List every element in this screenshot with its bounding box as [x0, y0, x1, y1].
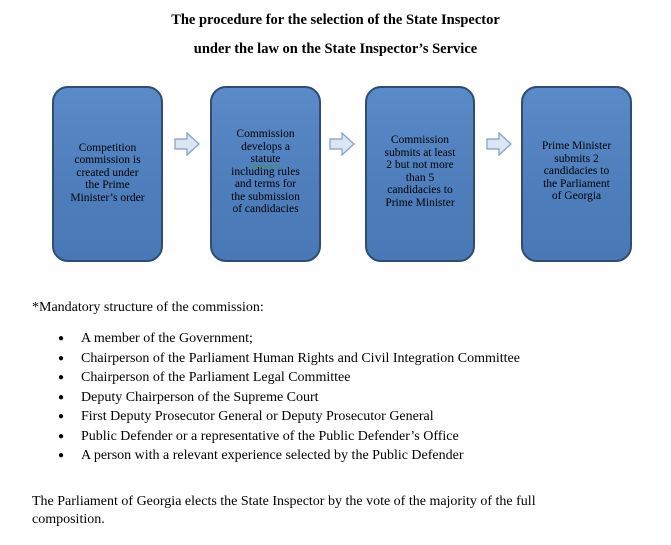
bullet-icon: ● [58, 372, 65, 383]
right-arrow-icon [329, 132, 355, 156]
step-4-box [521, 86, 632, 262]
step-4-line: of Georgia [551, 190, 602, 202]
step-2-line: and terms for [234, 178, 297, 190]
bullet-icon: ● [58, 391, 65, 403]
commission-structure-heading: *Mandatory structure of the commission: [32, 300, 264, 315]
conclusion-paragraph: The Parliament of Georgia elects the State Inspector by the vote of the majority of the full composition. [32, 494, 536, 527]
step-2-line: the submission [231, 190, 300, 203]
step-2-line: of candidacies [232, 203, 299, 215]
step-2-box [210, 86, 321, 262]
list-item-text: A member of the Government; [81, 331, 253, 346]
bullet-icon: ● [58, 430, 65, 442]
list-item [0, 329, 520, 349]
step-1-line: Competition [78, 141, 137, 154]
list-item [0, 388, 520, 408]
diagram-subtitle: under the law on the State Inspector’s Service [193, 41, 478, 57]
step-1-line: the Prime [85, 179, 130, 192]
list-item [0, 407, 520, 427]
step-3-line: 2 but not more [386, 159, 454, 171]
statute-word: statute [250, 153, 281, 165]
right-arrow-icon [174, 132, 200, 156]
step-4-line: the Parliament [543, 177, 610, 190]
list-item [0, 446, 520, 466]
list-item [0, 368, 520, 388]
list-item-text: Chairperson of the Parliament Legal Committee [81, 370, 351, 385]
step-2-line: develops a [241, 140, 290, 153]
step-2-line: including rules [231, 165, 300, 178]
step-2-line: Commission [236, 128, 295, 140]
step-4-line: candidacies to [543, 165, 610, 177]
step-4-line: submits 2 [554, 152, 599, 165]
step-2-line [231, 153, 300, 166]
step-1-line: created under [76, 166, 139, 179]
right-arrow-icon [486, 132, 512, 156]
step-3-line: Prime Minister [385, 196, 455, 209]
list-item [0, 349, 520, 369]
bullet-icon: ● [58, 352, 65, 364]
step-1-box [52, 86, 163, 262]
commission-member-list [0, 329, 520, 466]
step-3-line: than 5 [405, 171, 435, 184]
step-4-line: Prime Minister [541, 140, 612, 152]
step-3-box [365, 86, 475, 262]
step-3-line: submits at least [384, 146, 456, 159]
step-3-line: Commission [390, 134, 450, 146]
list-item-text: A person with a relevant experience selected by the Public Defender [81, 448, 464, 463]
diagram-title: The procedure for the selection of the State Inspector [171, 12, 500, 28]
step-1-line: Minister’s order [70, 191, 145, 204]
list-item-text: First Deputy Prosecutor General or Deputy Prosecutor General [81, 409, 434, 424]
list-item-text: Deputy Chairperson of the Supreme Court [81, 389, 319, 405]
list-item-text: Chairperson of the Parliament Human Rights and Civil Integration Committee [81, 350, 520, 366]
list-item [0, 427, 520, 447]
bullet-icon: ● [58, 333, 65, 344]
step-3-line: candidacies to [387, 184, 453, 196]
list-item-text: Public Defender or a representative of the Public Defender’s Office [81, 428, 459, 444]
step-1-line: commission is [74, 154, 141, 167]
bullet-icon: ● [58, 411, 65, 422]
bullet-icon: ● [58, 450, 65, 461]
